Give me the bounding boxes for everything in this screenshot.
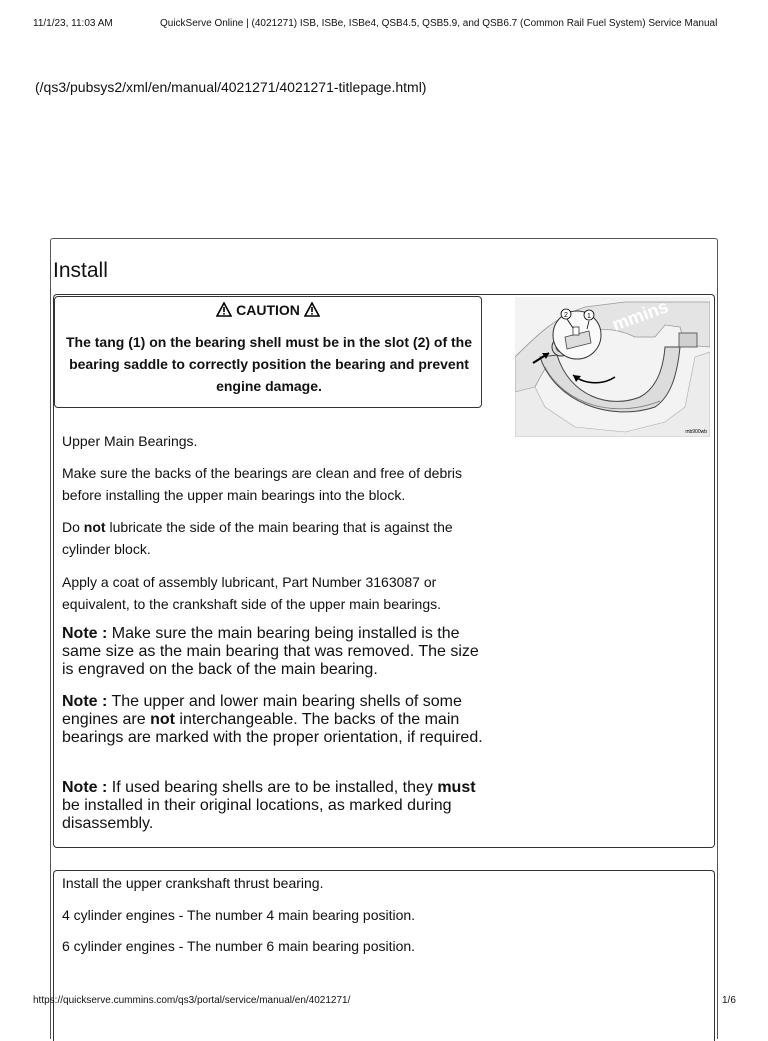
callout-1-label: 1: [587, 313, 591, 320]
paragraph-apply-lubricant: Apply a coat of assembly lubricant, Part Number 3163087 or equivalent, to the crankshaft side of the upper main bearings.: [62, 574, 442, 612]
bearing-installation-illustration: [515, 297, 710, 437]
titlepage-link[interactable]: (/qs3/pubsys2/xml/en/manual/4021271/4021271-titlepage.html): [35, 79, 427, 95]
warning-triangle-icon: [304, 302, 320, 317]
footer-url: https://quickserve.cummins.com/qs3/portal/service/manual/en/4021271/: [33, 995, 351, 1006]
note-bearing-size: Note : Make sure the main bearing being installed is the same size as the main bearing that was removed. The size is engraved on the back of the main bearing.: [62, 625, 479, 678]
caution-label: CAUTION: [236, 302, 300, 318]
figure-code: mb900wb: [685, 429, 707, 435]
section-title: Install: [53, 259, 108, 282]
caution-heading: [55, 302, 481, 318]
caution-text: The tang (1) on the bearing shell must be in the slot (2) of the bearing saddle to correctly position the bearing and prevent engine damage.: [65, 334, 473, 394]
thrust-bearing-heading: Install the upper crankshaft thrust bearing.: [62, 875, 324, 891]
print-page-title: QuickServe Online | (4021271) ISB, ISBe, ISBe4, QSB4.5, QSB5.9, and QSB6.7 (Common Rail Fuel System) Service Manual: [160, 18, 718, 29]
thrust-bearing-6cyl: 6 cylinder engines - The number 6 main bearing position.: [62, 938, 416, 954]
note-interchangeable: Note : The upper and lower main bearing shells of some engines are not interchangeable. The backs of the main bearings are marked with the proper orientation, if required.: [62, 693, 483, 746]
note-used-shells: Note : If used bearing shells are to be installed, they must be installed in their original locations, as marked during disassembly.: [62, 779, 476, 832]
paragraph-clean-backs: Make sure the backs of the bearings are clean and free of debris before installing the upper main bearings into the block.: [62, 465, 463, 503]
paragraph-do-not-lubricate: Do not lubricate the side of the main bearing that is against the cylinder block.: [62, 519, 453, 557]
print-datetime: 11/1/23, 11:03 AM: [33, 18, 113, 29]
thrust-bearing-4cyl: 4 cylinder engines - The number 4 main bearing position.: [62, 907, 416, 923]
warning-triangle-icon: [216, 302, 232, 317]
figure-watermark: mmins: [609, 297, 671, 335]
caution-box: [54, 296, 482, 408]
callout-2-label: 2: [564, 312, 568, 319]
step-heading: Upper Main Bearings.: [62, 433, 198, 449]
page-number: 1/6: [722, 995, 736, 1006]
